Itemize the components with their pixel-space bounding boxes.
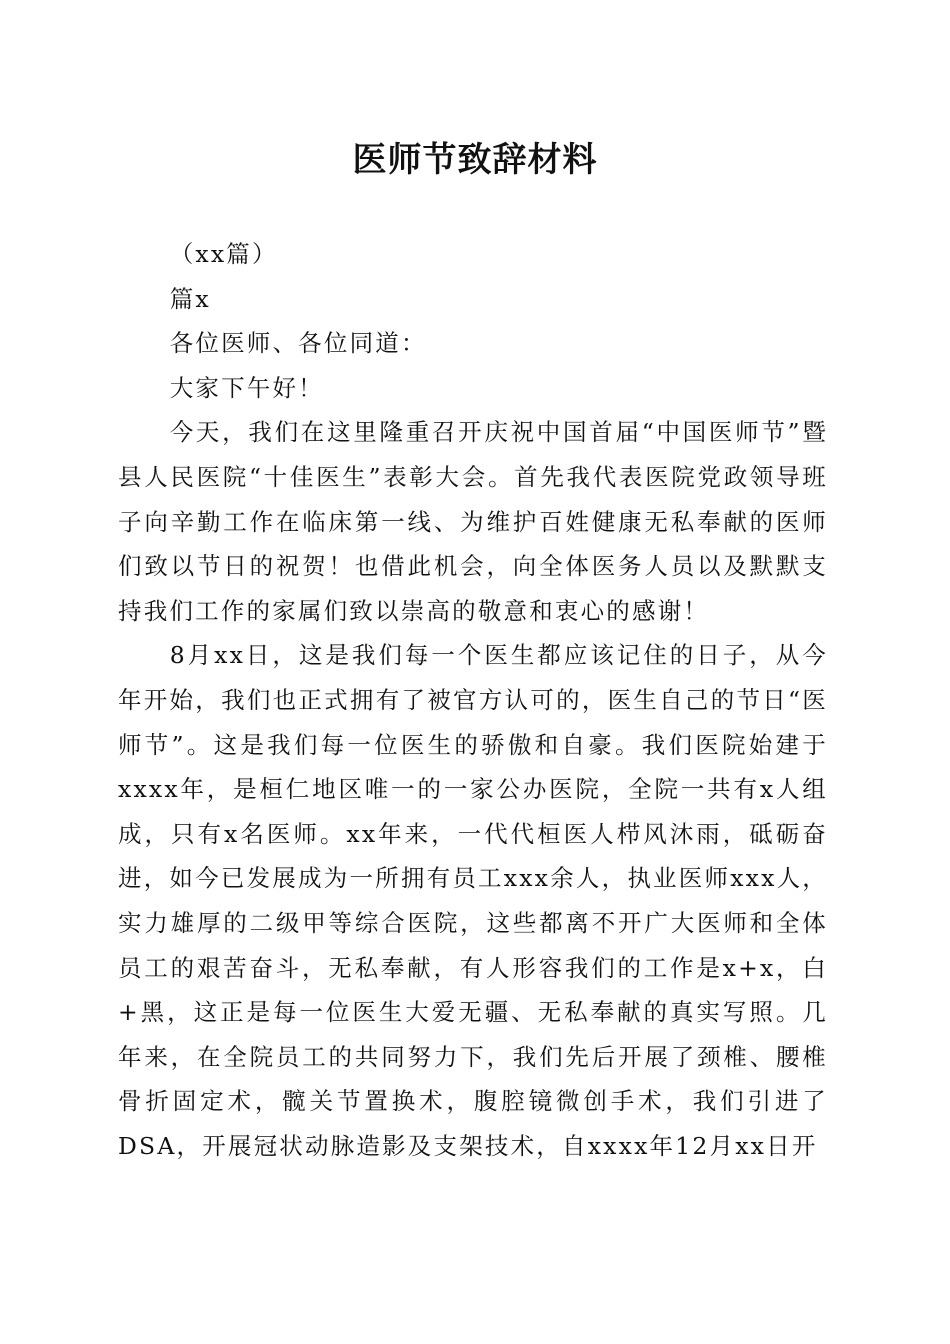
paragraph-opening: 今天，我们在这里隆重召开庆祝中国首届“中国医师节”暨县人民医院“十佳医生”表彰大会。首先我代表医院党政领导班子向辛勤工作在临床第一线、为维护百姓健康无私奉献的医师们致以节日的祝贺！也借此机会，向全体医务人员以及默默支持我们工作的家属们致以崇高的敬意和衷心的感谢！: [118, 418, 828, 625]
paragraph-article-label: 篇x: [169, 284, 211, 313]
paragraph-salutation: 各位医师、各位同道：: [169, 329, 427, 358]
paragraph-series-note: （xx篇）: [169, 240, 278, 268]
paragraph-greeting: 大家下午好！: [169, 373, 324, 402]
document-title: 医师节致辞材料: [352, 140, 598, 180]
paragraph-history: 8月xx日，这是我们每一个医生都应该记住的日子，从今年开始，我们也正式拥有了被官方认可的，医生自己的节日“医师节”。这是我们每一位医生的骄傲和自豪。我们医院始建于xxxx年，是桓仁地区唯一的一家公办医院，全院一共有x人组成，只有x名医师。xx年来，一代代桓医人栉风沐雨，砥砺奋进，如今已发展成为一所拥有员工xxx余人，执业医师xxx人，实力雄厚的二级甲等综合医院，这些都离不开广大医师和全体员工的艰苦奋斗，无私奉献，有人形容我们的工作是x+x，白+黑，这正是每一位医生大爱无疆、无私奉献的真实写照。几年来，在全院员工的共同努力下，我们先后开展了颈椎、腰椎骨折固定术，髋关节置换术，腹腔镜微创手术，我们引进了DSA，开展冠状动脉造影及支架技术，自xxxx年12月xx日开: [118, 641, 828, 1160]
document-body: [118, 232, 828, 1168]
